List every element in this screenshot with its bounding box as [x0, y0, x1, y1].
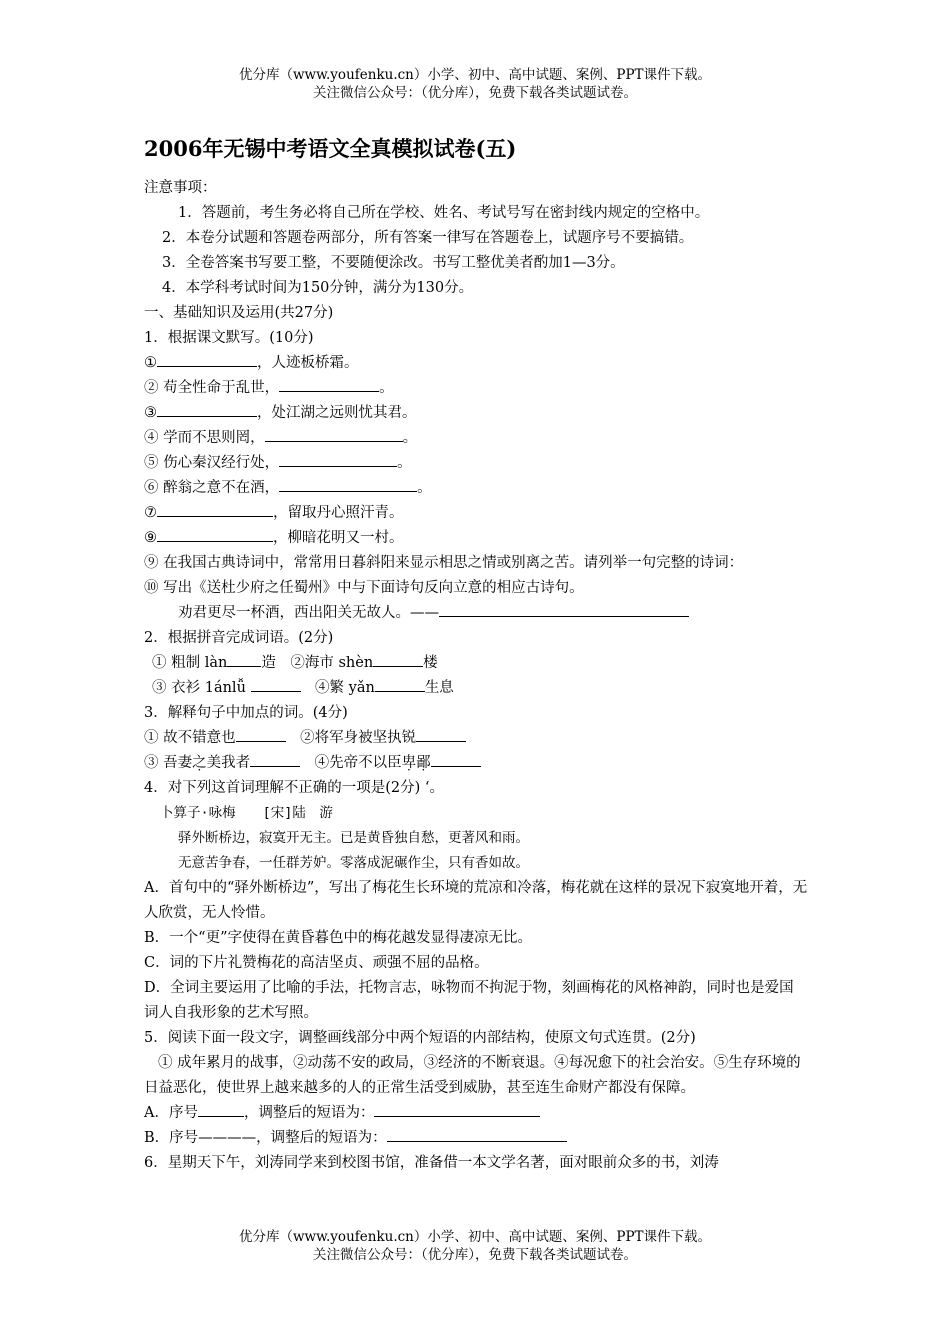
answer-blank[interactable]	[236, 726, 286, 742]
answer-blank[interactable]	[250, 751, 300, 767]
q2-row-1	[144, 651, 808, 676]
q1-e-post: 。	[397, 455, 412, 471]
answer-blank[interactable]	[279, 476, 417, 492]
q1-item-10-line	[144, 601, 808, 626]
q3-a2: ②将军身被坚执锐	[300, 730, 417, 746]
q3-row-1	[144, 726, 808, 751]
q1-e-pre: ⑤ 伤心秦汉经行处，	[144, 455, 280, 471]
page-header	[0, 66, 950, 102]
q5-answer-b	[144, 1126, 808, 1151]
q3-dotted-word: 卑	[401, 755, 417, 771]
q1-item	[144, 451, 808, 476]
q1-h-pre: ⑨	[144, 530, 157, 546]
q1-d-post: 。	[402, 430, 418, 446]
q1-item	[144, 401, 808, 426]
section-heading: 一、基础知识及运用(共27分)	[144, 305, 334, 321]
note-item-2: 2．本卷分试题和答题卷两部分，所有答案一律写在答题卷上，试题序号不要搞错。	[162, 230, 694, 246]
q3-stem: 3．解释句子中加点的词。(4分)	[144, 705, 348, 721]
q2-b2: ④繁 yǎn	[315, 680, 375, 696]
q1-b-pre: ② 苟全性命于乱世，	[144, 380, 280, 396]
q3-b2a: ④先帝不以臣	[314, 755, 402, 771]
q4-stem: 4．对下列这首词理解不正确的一项是(2分) ‘。	[144, 780, 444, 796]
q2-a2: 造 ②海市 shèn	[261, 655, 374, 671]
q4-option-c: C．词的下片礼赞梅花的高洁坚贞、顽强不屈的品格。	[144, 955, 489, 971]
q1-b-post: 。	[379, 380, 394, 396]
note-item-4: 4．本学科考试时间为150分钟，满分为130分。	[162, 280, 474, 296]
q1-item	[144, 501, 808, 526]
note-item-1: 1．答题前，考生务必将自己所在学校、姓名、考试号写在密封线内规定的空格中。	[178, 205, 710, 221]
q1-item-10: ⑩ 写出《送杜少府之任蜀州》中与下面诗句反向立意的相应古诗句。	[144, 580, 584, 596]
answer-blank[interactable]	[198, 1101, 244, 1117]
q1-f-post: 。	[417, 480, 432, 496]
answer-blank[interactable]	[265, 426, 403, 442]
q4-option-a: A．首句中的“驿外断桥边”，写出了梅花生长环境的荒凉和冷落，梅花就在这样的景况下寂寞地开着，无人欣赏，无人怜惜。	[144, 880, 808, 921]
q1-g-pre: ⑦	[144, 505, 157, 521]
answer-blank[interactable]	[431, 751, 481, 767]
q1-10-text: 劝君更尽一杯酒，西出阳关无故人。——	[178, 605, 439, 621]
answer-blank[interactable]	[373, 651, 423, 667]
notes-label: 注意事项：	[144, 180, 217, 196]
header-line-2: 关注微信公众号：（优分库），免费下载各类试题试卷。	[313, 85, 637, 101]
answer-blank[interactable]	[279, 451, 397, 467]
q3-b1b: 美我者	[206, 755, 251, 771]
q3-b1a: ③ 吾妻	[144, 755, 193, 771]
q4-option-d: D．全词主要运用了比喻的手法，托物言志，咏物而不拘泥于物，刻画梅花的风格神韵，同时也是爱国词人自我形象的艺术写照。	[144, 980, 794, 1021]
q1-stem: 1．根据课文默写。(10分)	[144, 330, 314, 346]
footer-line-1: 优分库（www.youfenku.cn）小学、初中、高中试题、案例、PPT课件下载。	[238, 1229, 712, 1245]
q1-item	[144, 476, 808, 501]
q1-h-post: ，柳暗花明又一村。	[273, 530, 404, 546]
poem-line-1: 驿外断桥边，寂寞开无主。已是黄昏独自愁，更著风和雨。	[178, 830, 529, 846]
q1-item	[144, 351, 808, 376]
q6-stem: 6．星期天下午，刘涛同学来到校图书馆，准备借一本文学名著，面对眼前众多的书，刘涛	[144, 1155, 719, 1171]
q5-paragraph: ① 成年累月的战事，②动荡不安的政局，③经济的不断衰退。④每况愈下的社会治安。⑤生存环境的日益恶化，使世界上越来越多的人的正常生活受到威胁，甚至连生命财产都没有保障。	[144, 1055, 801, 1096]
poem-line-2: 无意苦争春，一任群芳妒。零落成泥碾作尘，只有香如故。	[178, 855, 529, 871]
q5-a-mid: ，调整后的短语为：	[243, 1105, 375, 1121]
q1-d-pre: ④ 学而不思则罔，	[144, 430, 265, 446]
q3-row-2	[144, 751, 808, 776]
footer-line-2: 关注微信公众号：（优分库），免费下载各类试题试卷。	[313, 1247, 637, 1263]
answer-blank[interactable]	[227, 651, 261, 667]
q3-dotted-word: 之	[192, 755, 207, 771]
q1-c-post: ，处江湖之远则忧其君。	[257, 405, 417, 421]
answer-blank[interactable]	[251, 676, 301, 692]
q1-f-pre: ⑥ 醉翁之意不在酒，	[144, 480, 280, 496]
exam-page	[144, 130, 808, 1176]
q3-dotted-word: 鄙	[416, 755, 431, 771]
q2-a1: ① 粗制 làn	[152, 655, 228, 671]
q2-b3: 生息	[424, 680, 454, 696]
q3-a1: ① 故不错意也	[144, 730, 236, 746]
q1-a-pre: ①	[144, 355, 157, 371]
page-title: 2006年无锡中考语文全真模拟试卷(五)	[144, 136, 517, 161]
header-line-1: 优分库（www.youfenku.cn）小学、初中、高中试题、案例、PPT课件下载。	[238, 67, 712, 83]
q1-item	[144, 426, 808, 451]
answer-blank[interactable]	[387, 1126, 567, 1142]
q2-a3: 楼	[423, 655, 438, 671]
q2-row-2	[144, 676, 808, 701]
note-item-3: 3．全卷答案书写要工整，不要随便涂改。书写工整优美者酌加1—3分。	[162, 255, 625, 271]
answer-blank[interactable]	[374, 1101, 540, 1117]
answer-blank[interactable]	[279, 376, 379, 392]
q1-item	[144, 526, 808, 551]
q5-a-pre: A．序号	[144, 1105, 198, 1121]
page-footer	[0, 1228, 950, 1264]
q4-option-b: B．一个“更”字使得在黄昏暮色中的梅花越发显得凄凉无比。	[144, 930, 532, 946]
q1-item-9: ⑨ 在我国古典诗词中，常常用日暮斜阳来显示相思之情或别离之苦。请列举一句完整的诗词：	[144, 555, 744, 571]
q2-stem: 2．根据拼音完成词语。(2分)	[144, 630, 334, 646]
q5-answer-a	[144, 1101, 808, 1126]
q1-item	[144, 376, 808, 401]
answer-blank[interactable]	[416, 726, 466, 742]
q5-stem: 5．阅读下面一段文字，调整画线部分中两个短语的内部结构，使原文句式连贯。(2分)	[144, 1030, 696, 1046]
answer-blank[interactable]	[157, 351, 257, 367]
q2-b1: ③ 衣衫 1ánlǚ	[152, 680, 246, 696]
answer-blank[interactable]	[157, 526, 273, 542]
q1-g-post: ，留取丹心照汗青。	[273, 505, 404, 521]
answer-blank[interactable]	[439, 601, 689, 617]
poem-title: 卜算子·咏梅 [宋]陆 游	[160, 805, 333, 821]
q1-c-pre: ③	[144, 405, 157, 421]
answer-blank[interactable]	[375, 676, 425, 692]
answer-blank[interactable]	[157, 401, 257, 417]
q5-b-pre: B．序号————，调整后的短语为：	[144, 1130, 387, 1146]
answer-blank[interactable]	[157, 501, 273, 517]
q1-a-post: ，人迹板桥霜。	[257, 355, 359, 371]
